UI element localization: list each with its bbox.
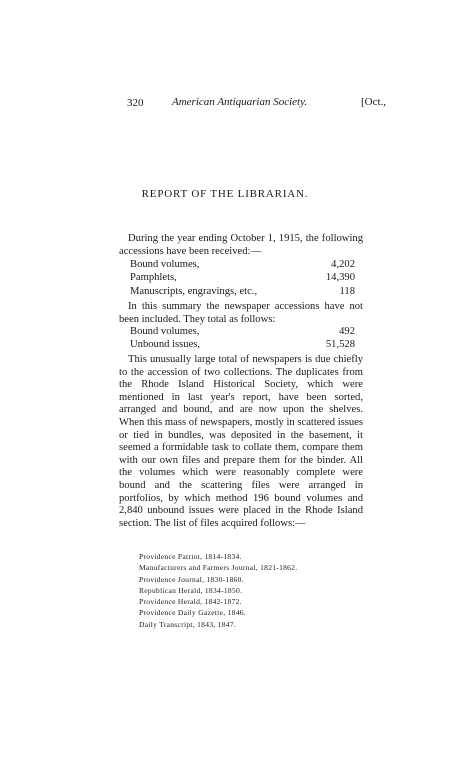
file-entry: Providence Herald, 1842-1872.: [139, 597, 242, 607]
newspaper-value: 51,528: [325, 339, 355, 350]
accession-value: 4,202: [331, 259, 355, 270]
file-entry: Daily Transcript, 1843, 1847.: [139, 619, 237, 629]
intro-paragraph: During the year ending October 1, 1915, the following accessions have been received:—: [119, 233, 363, 257]
file-entry: Providence Journal, 1830-1860.: [139, 574, 244, 584]
accession-row: [130, 286, 355, 298]
newspaper-note: In this summary the newspaper accessions have not been included. They total as follows:: [119, 301, 363, 325]
file-entry: Republican Herald, 1834-1850.: [139, 585, 243, 595]
accession-row: [130, 272, 355, 284]
file-entry: Providence Daily Gazette, 1846.: [139, 608, 246, 618]
newspaper-row: [130, 326, 355, 338]
file-entry: Manufacturers and Farmers Journal, 1821-1862.: [139, 563, 298, 573]
accession-label: Manuscripts, engravings, etc.,: [130, 286, 258, 297]
file-entry: Providence Patriot, 1814-1834.: [139, 552, 242, 561]
newspaper-label: Unbound issues,: [130, 339, 201, 350]
body-paragraph: This unusually large total of newspapers is due chiefly to the accession of two collections. The duplicates from the Rhode Island Historical Society, which were mentioned in last year's report, have been sorted, arranged and bound, and are now upon the shelves. When this mass of newspapers, mostly in scattered issues or tied in bundles, was deposited in the basement, it seemed a formidable task to collate them, compare them with our own files and prepare them for the binder. All the volumes which were reasonably complete were bound and the scattering files were arranged in portfolios, by which method 196 bound volumes and 2,840 unbound issues were placed in the Rhode Island section. The list of files acquired follows:—: [119, 354, 363, 529]
newspaper-row: [130, 339, 355, 351]
accession-row: [130, 259, 355, 271]
page-number: 320: [127, 97, 144, 109]
accession-label: Bound volumes,: [130, 259, 200, 270]
files-list: [139, 551, 359, 630]
running-title: American Antiquarian Society.: [172, 96, 308, 108]
header-date: [Oct.,: [361, 96, 387, 108]
accession-value: 118: [339, 286, 355, 297]
report-title: REPORT OF THE LIBRARIAN.: [141, 188, 309, 200]
newspaper-label: Bound volumes,: [130, 326, 200, 337]
accession-value: 14,390: [325, 272, 355, 283]
newspaper-value: 492: [339, 326, 355, 337]
accession-label: Pamphlets,: [130, 272, 177, 283]
